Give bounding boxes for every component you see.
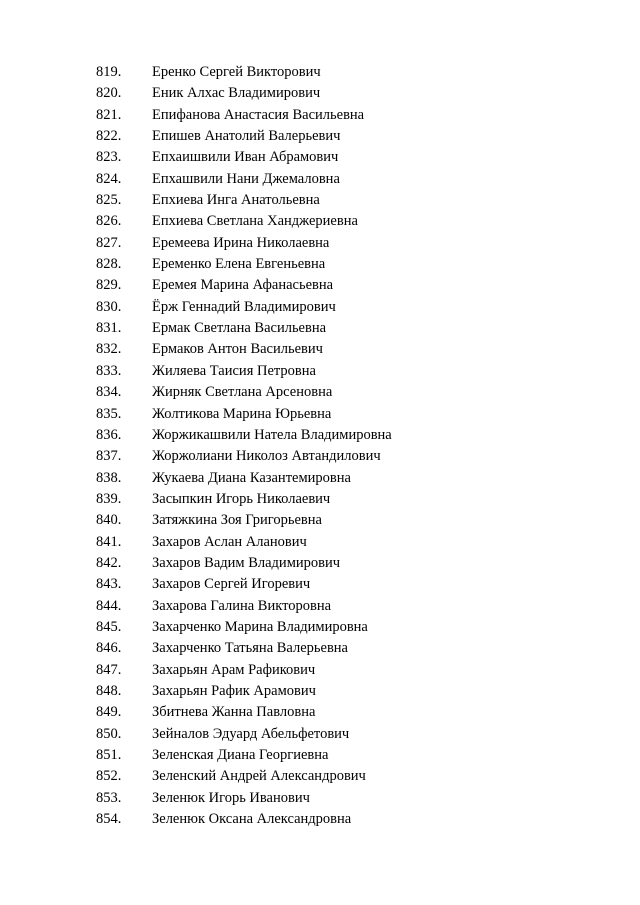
list-item [0, 339, 640, 360]
list-item [0, 617, 640, 638]
list-item [0, 809, 640, 830]
entry-number: 837. [96, 448, 122, 465]
name-list [0, 62, 640, 830]
entry-name: Ермак Светлана Васильевна [152, 320, 327, 337]
entry-number: 842. [96, 554, 122, 571]
entry-name: Захаров Вадим Владимирович [152, 554, 341, 571]
entry-name: Засыпкин Игорь Николаевич [152, 490, 331, 507]
list-item [0, 660, 640, 681]
list-item [0, 233, 640, 254]
entry-number: 835. [96, 405, 122, 422]
list-item [0, 638, 640, 659]
entry-name: Еренко Сергей Викторович [152, 64, 321, 80]
entry-name: Затяжкина Зоя Григорьевна [152, 512, 322, 529]
list-item [0, 574, 640, 595]
entry-number: 848. [96, 682, 122, 699]
entry-name: Захаров Аслан Аланович [152, 533, 307, 550]
entry-name: Ермаков Антон Васильевич [152, 341, 323, 358]
entry-name: Епхашвили Нани Джемаловна [152, 170, 340, 187]
list-item [0, 510, 640, 531]
entry-name: Жолтикова Марина Юрьевна [152, 405, 332, 422]
list-item [0, 532, 640, 553]
entry-number: 854. [96, 811, 122, 828]
entry-name: Зеленюк Игорь Иванович [152, 789, 310, 806]
entry-number: 846. [96, 640, 122, 657]
entry-number: 853. [96, 789, 122, 806]
entry-number: 850. [96, 725, 122, 742]
entry-number: 832. [96, 341, 122, 358]
entry-number: 823. [96, 149, 122, 166]
entry-number: 847. [96, 661, 122, 678]
list-item [0, 596, 640, 617]
list-item [0, 62, 640, 83]
entry-number: 833. [96, 362, 122, 379]
list-item [0, 147, 640, 168]
list-item [0, 553, 640, 574]
entry-number: 852. [96, 768, 122, 785]
entry-number: 849. [96, 704, 122, 721]
entry-name: Еременко Елена Евгеньевна [152, 256, 326, 273]
entry-number: 843. [96, 576, 122, 593]
list-item [0, 724, 640, 745]
entry-name: Збитнева Жанна Павловна [152, 704, 316, 721]
list-item [0, 702, 640, 723]
entry-name: Еремеева Ирина Николаевна [152, 234, 330, 251]
list-item [0, 382, 640, 403]
list-item [0, 766, 640, 787]
entry-number: 834. [96, 384, 122, 401]
list-item [0, 190, 640, 211]
entry-name: Захарова Галина Викторовна [152, 597, 332, 614]
list-item [0, 404, 640, 425]
list-item [0, 425, 640, 446]
entry-name: Жукаева Диана Казантемировна [152, 469, 351, 486]
entry-number: 845. [96, 618, 122, 635]
list-item [0, 83, 640, 104]
entry-name: Епхиева Инга Анатольевна [152, 192, 320, 209]
entry-number: 820. [96, 85, 122, 102]
entry-name: Еремея Марина Афанасьевна [152, 277, 334, 294]
entry-name: Зеленская Диана Георгиевна [152, 747, 329, 763]
entry-number: 844. [96, 597, 122, 614]
list-item [0, 275, 640, 296]
entry-number: 851. [96, 747, 122, 763]
entry-name: Зеленский Андрей Александрович [152, 768, 366, 785]
entry-name: Епхаишвили Иван Абрамович [152, 149, 339, 166]
list-item [0, 361, 640, 382]
entry-name: Зейналов Эдуард Абельфетович [152, 725, 350, 742]
list-item [0, 468, 640, 489]
list-item [0, 297, 640, 318]
entry-number: 829. [96, 277, 122, 294]
list-item [0, 211, 640, 232]
entry-name: Захаров Сергей Игоревич [152, 576, 311, 593]
list-item [0, 318, 640, 339]
entry-number: 839. [96, 490, 122, 507]
entry-name: Жоржолиани Николоз Автандилович [152, 448, 381, 465]
entry-name: Зеленюк Оксана Александровна [152, 811, 352, 828]
entry-name: Жирняк Светлана Арсеновна [152, 384, 333, 401]
entry-name: Епхиева Светлана Ханджериевна [152, 213, 358, 230]
entry-name: Захарченко Татьяна Валерьевна [152, 640, 348, 657]
entry-name: Захарьян Арам Рафикович [152, 661, 316, 678]
entry-name: Жиляева Таисия Петровна [152, 362, 316, 379]
entry-number: 828. [96, 256, 122, 273]
entry-number: 819. [96, 64, 122, 80]
list-item [0, 105, 640, 126]
entry-name: Епишев Анатолий Валерьевич [152, 128, 341, 145]
entry-name: Захарченко Марина Владимировна [152, 618, 368, 635]
entry-number: 824. [96, 170, 122, 187]
list-item [0, 489, 640, 510]
entry-number: 825. [96, 192, 122, 209]
list-item [0, 169, 640, 190]
entry-name: Ёрж Геннадий Владимирович [152, 298, 336, 315]
entry-number: 836. [96, 426, 122, 443]
entry-number: 840. [96, 512, 122, 529]
entry-number: 827. [96, 234, 122, 251]
entry-number: 830. [96, 298, 122, 315]
entry-number: 821. [96, 106, 122, 123]
entry-number: 841. [96, 533, 122, 550]
entry-number: 822. [96, 128, 122, 145]
entry-name: Еник Алхас Владимирович [152, 85, 321, 102]
entry-name: Епифанова Анастасия Васильевна [152, 106, 365, 123]
entry-name: Захарьян Рафик Арамович [152, 682, 316, 699]
entry-name: Жоржикашвили Натела Владимировна [152, 426, 392, 443]
entry-number: 838. [96, 469, 122, 486]
entry-number: 826. [96, 213, 122, 230]
list-item [0, 745, 640, 766]
entry-number: 831. [96, 320, 122, 337]
list-item [0, 446, 640, 467]
list-item [0, 254, 640, 275]
list-item [0, 681, 640, 702]
list-item [0, 126, 640, 147]
list-item [0, 788, 640, 809]
